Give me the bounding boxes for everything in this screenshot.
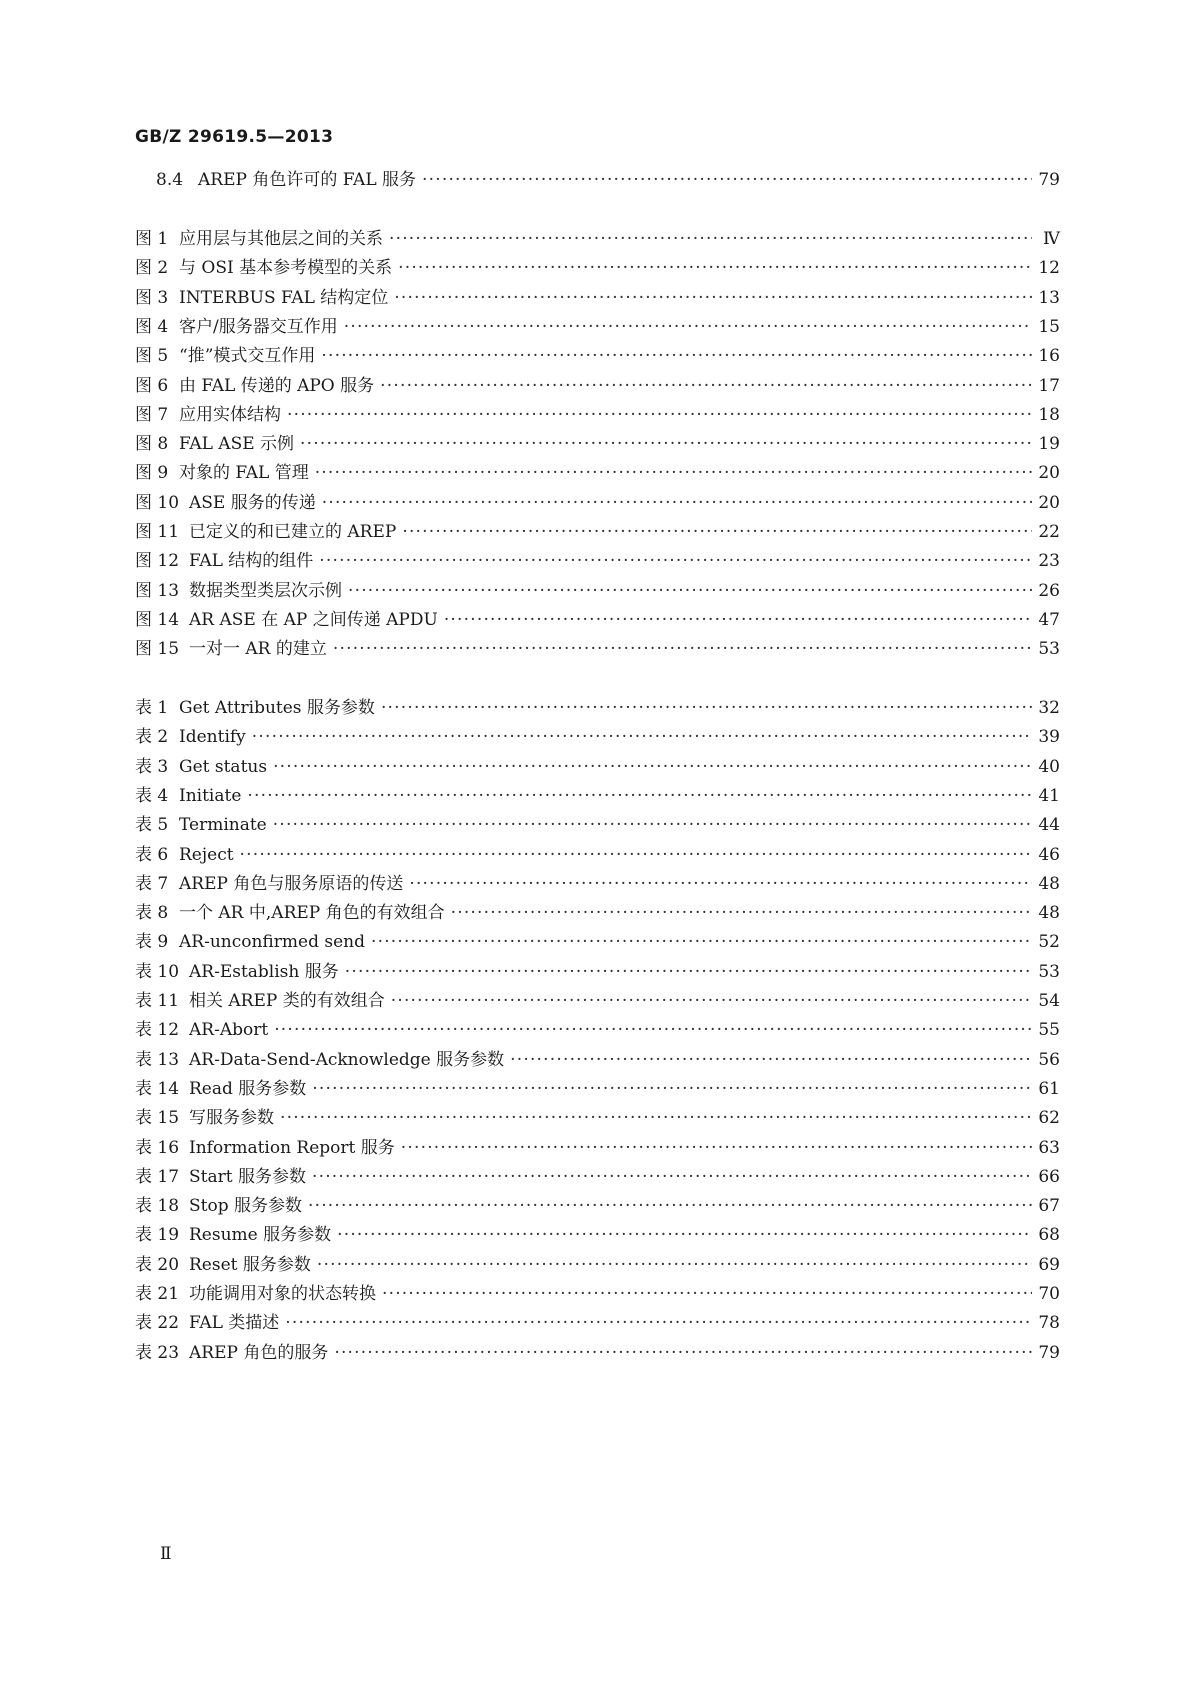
table-entry[interactable]: [135, 931, 1060, 953]
leader-dots: [337, 1224, 1032, 1246]
toc-entry-page: 68: [1038, 1225, 1060, 1246]
toc-entry-number: 表 10: [135, 961, 180, 982]
table-entry[interactable]: [135, 1283, 1060, 1305]
toc-entry-section[interactable]: [156, 169, 1060, 191]
figure-entry[interactable]: [135, 287, 1060, 309]
table-entry[interactable]: [135, 697, 1060, 719]
leader-dots: [451, 902, 1032, 924]
toc-entry-title: 对象的 FAL 管理: [179, 463, 309, 484]
toc-entry-page: 61: [1038, 1078, 1060, 1099]
toc-entry-number: 表 16: [135, 1137, 180, 1158]
toc-entry-number: 图 5: [135, 346, 169, 367]
leader-dots: [333, 638, 1032, 660]
toc-entry-page: 23: [1038, 551, 1060, 572]
toc-entry-page: 26: [1038, 580, 1060, 601]
page-number: Ⅱ: [160, 1544, 172, 1564]
toc-entry-page: 70: [1038, 1284, 1060, 1304]
toc-entry-number: 表 19: [135, 1225, 180, 1246]
toc-entry-number: 图 6: [135, 375, 169, 396]
toc-entry-title: 客户/服务器交互作用: [179, 316, 338, 337]
table-entry[interactable]: [135, 814, 1060, 836]
leader-dots: [285, 1312, 1032, 1334]
toc-entry-title: AR-Abort: [189, 1020, 269, 1041]
toc-entry-page: 12: [1038, 258, 1060, 279]
toc-entry-title: AREP 角色与服务原语的传送: [179, 873, 404, 894]
toc-entry-number: 图 3: [135, 287, 169, 308]
toc-entry-title: 数据类型类层次示例: [189, 580, 342, 601]
toc-entry-page: 53: [1038, 961, 1060, 982]
toc-entry-page: 48: [1038, 873, 1060, 894]
leader-dots: [273, 814, 1032, 836]
toc-entry-page: 52: [1038, 932, 1060, 953]
leader-dots: [247, 785, 1032, 807]
toc-entry-number: 表 23: [135, 1342, 180, 1363]
toc-entry-page: 40: [1038, 756, 1060, 777]
document-code: GB/Z 29619.5—2013: [135, 127, 334, 147]
toc-entry-page: 39: [1038, 727, 1060, 748]
leader-dots: [422, 169, 1032, 191]
toc-entry-title: Information Report 服务: [189, 1137, 395, 1158]
table-entry[interactable]: [135, 844, 1060, 866]
toc-entry-number: 图 1: [135, 229, 169, 249]
toc-entry-page: 15: [1038, 316, 1060, 337]
figure-entry[interactable]: [135, 492, 1060, 514]
toc-entry-page: 79: [1038, 1342, 1060, 1363]
toc-entry-title: Identify: [179, 727, 246, 748]
toc-entry-title: Read 服务参数: [189, 1078, 307, 1099]
figure-entry[interactable]: [135, 228, 1060, 250]
toc-entry-number: 图 12: [135, 551, 180, 572]
toc-entry-number: 表 8: [135, 903, 169, 924]
toc-entry-title: 一对一 AR 的建立: [189, 639, 327, 660]
toc-entry-page: 79: [1038, 170, 1060, 190]
leader-dots: [381, 697, 1032, 719]
toc-entry-page: 20: [1038, 492, 1060, 513]
leader-dots: [391, 990, 1032, 1012]
toc-entry-number: 表 9: [135, 932, 169, 953]
table-entry[interactable]: [135, 873, 1060, 895]
toc-entry-title: AR ASE 在 AP 之间传递 APDU: [189, 609, 438, 630]
toc-entry-page: 41: [1038, 785, 1060, 806]
toc-entry-title: AREP 角色许可的 FAL 服务: [198, 170, 417, 190]
toc-entry-title: FAL 类描述: [189, 1313, 280, 1334]
table-entry[interactable]: [135, 990, 1060, 1012]
toc-entry-number: 图 11: [135, 522, 180, 542]
table-entry[interactable]: [135, 1019, 1060, 1041]
toc-entry-number: 图 13: [135, 580, 180, 601]
toc-entry-number: 表 17: [135, 1166, 180, 1187]
toc-entry-title: AR-Establish 服务: [189, 961, 339, 982]
toc-entry-number: 表 7: [135, 873, 169, 894]
toc-entry-number: 图 8: [135, 434, 169, 455]
toc-entry-number: 表 1: [135, 698, 169, 718]
toc-entry-page: 18: [1038, 404, 1060, 425]
toc-entry-title: 由 FAL 传递的 APO 服务: [179, 375, 375, 396]
leader-dots: [280, 1107, 1032, 1129]
toc-entry-number: 图 7: [135, 404, 169, 425]
toc-entry-page: 62: [1038, 1108, 1060, 1129]
toc-entry-number: 图 14: [135, 609, 180, 630]
toc-entry-number: 表 12: [135, 1020, 180, 1041]
toc-entry-number: 表 6: [135, 844, 169, 865]
table-entry[interactable]: [135, 1137, 1060, 1159]
toc-entry-title: 相关 AREP 类的有效组合: [189, 991, 385, 1011]
leader-dots: [402, 521, 1032, 543]
toc-entry-page: 46: [1038, 844, 1060, 865]
figure-entry[interactable]: [135, 316, 1060, 338]
table-entry[interactable]: [135, 1195, 1060, 1217]
leader-dots: [510, 1049, 1032, 1071]
toc-entry-title: Stop 服务参数: [189, 1196, 302, 1217]
table-entry[interactable]: [135, 756, 1060, 778]
toc-entry-page: 55: [1038, 1020, 1060, 1041]
toc-entry-title: 写服务参数: [189, 1108, 274, 1129]
toc-entry-number: 表 11: [135, 991, 180, 1011]
toc-entry-page: Ⅳ: [1043, 229, 1060, 249]
toc-entry-title: INTERBUS FAL 结构定位: [179, 287, 389, 308]
toc-entry-page: 47: [1038, 609, 1060, 630]
leader-dots: [401, 1137, 1032, 1159]
toc-entry-title: Reject: [179, 844, 234, 865]
leader-dots: [322, 492, 1032, 514]
toc-entry-page: 56: [1038, 1049, 1060, 1070]
toc-entry-number: 表 20: [135, 1254, 180, 1275]
toc-entry-title: 应用实体结构: [179, 404, 281, 425]
toc-entry-page: 16: [1038, 346, 1060, 367]
leader-dots: [321, 345, 1032, 367]
toc-entry-page: 54: [1038, 991, 1060, 1011]
figure-entry[interactable]: [135, 404, 1060, 426]
toc-entry-page: 69: [1038, 1254, 1060, 1275]
toc-entry-page: 63: [1038, 1137, 1060, 1158]
toc-entry-number: 表 15: [135, 1108, 180, 1129]
leader-dots: [344, 316, 1032, 338]
toc-entry-title: AR-Data-Send-Acknowledge 服务参数: [189, 1049, 505, 1070]
leader-dots: [319, 550, 1032, 572]
table-entry[interactable]: [135, 1107, 1060, 1129]
toc-entry-title: 一个 AR 中,AREP 角色的有效组合: [179, 903, 445, 924]
toc-entry-title: AREP 角色的服务: [189, 1342, 329, 1363]
toc-entry-page: 78: [1038, 1313, 1060, 1334]
table-entry[interactable]: [135, 1049, 1060, 1071]
toc-entry-number: 表 2: [135, 727, 169, 748]
toc-entry-title: Initiate: [179, 785, 242, 806]
leader-dots: [380, 375, 1032, 397]
leader-dots: [274, 1019, 1032, 1041]
figure-entry[interactable]: [135, 433, 1060, 455]
figure-entry[interactable]: [135, 257, 1060, 279]
figure-entry[interactable]: [135, 521, 1060, 543]
figure-entry[interactable]: [135, 462, 1060, 484]
toc-entry-number: 8.4: [156, 170, 184, 190]
table-entry[interactable]: [135, 902, 1060, 924]
toc-entry-number: 表 13: [135, 1049, 180, 1070]
toc-entry-title: Get Attributes 服务参数: [179, 698, 375, 718]
figure-entry[interactable]: [135, 580, 1060, 602]
toc-entry-title: AR-unconfirmed send: [179, 932, 365, 953]
toc-entry-page: 20: [1038, 463, 1060, 484]
toc-entry-number: 表 3: [135, 756, 169, 777]
leader-dots: [334, 1342, 1032, 1364]
figure-entry[interactable]: [135, 345, 1060, 367]
toc-entry-title: Get status: [179, 756, 268, 777]
toc-entry-title: 已定义的和已建立的 AREP: [189, 522, 397, 542]
toc-entry-page: 19: [1038, 434, 1060, 455]
toc-entry-number: 表 18: [135, 1196, 180, 1217]
toc-entry-page: 32: [1038, 698, 1060, 718]
toc-entry-page: 22: [1038, 522, 1060, 542]
toc-entry-title: 功能调用对象的状态转换: [189, 1284, 376, 1304]
leader-dots: [345, 961, 1032, 983]
table-entry[interactable]: [135, 785, 1060, 807]
leader-dots: [300, 433, 1032, 455]
figure-entry[interactable]: [135, 550, 1060, 572]
toc-entry-number: 表 5: [135, 815, 169, 836]
toc-entry-title: Reset 服务参数: [189, 1254, 311, 1275]
toc-entry-page: 67: [1038, 1196, 1060, 1217]
toc-entry-page: 53: [1038, 639, 1060, 660]
table-entry[interactable]: [135, 1254, 1060, 1276]
toc-entry-title: Resume 服务参数: [189, 1225, 332, 1246]
table-entry[interactable]: [135, 1078, 1060, 1100]
toc-entry-title: 应用层与其他层之间的关系: [179, 229, 383, 249]
toc-entry-page: 66: [1038, 1166, 1060, 1187]
toc-entry-number: 表 21: [135, 1284, 180, 1304]
leader-dots: [273, 756, 1032, 778]
leader-dots: [409, 873, 1032, 895]
toc-entry-number: 图 4: [135, 316, 169, 337]
leader-dots: [308, 1195, 1032, 1217]
toc-entry-number: 图 10: [135, 492, 180, 513]
toc-entry-title: FAL 结构的组件: [189, 551, 314, 572]
table-entry[interactable]: [135, 1312, 1060, 1334]
toc-entry-number: 表 22: [135, 1313, 180, 1334]
toc-entry-title: 与 OSI 基本参考模型的关系: [179, 258, 393, 279]
toc-entry-title: FAL ASE 示例: [179, 434, 295, 455]
figure-entry[interactable]: [135, 375, 1060, 397]
figure-entry[interactable]: [135, 638, 1060, 660]
table-entry[interactable]: [135, 1166, 1060, 1188]
toc-entry-page: 44: [1038, 815, 1060, 836]
table-entry[interactable]: [135, 1342, 1060, 1364]
toc-entry-number: 图 15: [135, 639, 180, 660]
leader-dots: [371, 931, 1032, 953]
leader-dots: [312, 1166, 1032, 1188]
leader-dots: [312, 1078, 1032, 1100]
toc-entry-number: 图 9: [135, 463, 169, 484]
leader-dots: [315, 462, 1032, 484]
toc-entry-page: 48: [1038, 903, 1060, 924]
table-entry[interactable]: [135, 1224, 1060, 1246]
toc-entry-title: “推”模式交互作用: [179, 346, 316, 367]
toc-entry-number: 表 14: [135, 1078, 180, 1099]
toc-entry-page: 17: [1038, 375, 1060, 396]
leader-dots: [444, 609, 1032, 631]
toc-entry-number: 图 2: [135, 258, 169, 279]
leader-dots: [382, 1283, 1032, 1305]
toc-entry-number: 表 4: [135, 785, 169, 806]
toc-entry-title: Start 服务参数: [189, 1166, 306, 1187]
leader-dots: [317, 1254, 1032, 1276]
leader-dots: [389, 228, 1032, 250]
leader-dots: [252, 726, 1032, 748]
table-entry[interactable]: [135, 726, 1060, 748]
toc-entry-title: ASE 服务的传递: [189, 492, 316, 513]
table-entry[interactable]: [135, 961, 1060, 983]
toc-entry-page: 13: [1038, 287, 1060, 308]
leader-dots: [394, 287, 1032, 309]
toc-entry-title: Terminate: [179, 815, 267, 836]
leader-dots: [287, 404, 1032, 426]
leader-dots: [348, 580, 1032, 602]
figure-entry[interactable]: [135, 609, 1060, 631]
leader-dots: [398, 257, 1032, 279]
leader-dots: [240, 844, 1032, 866]
